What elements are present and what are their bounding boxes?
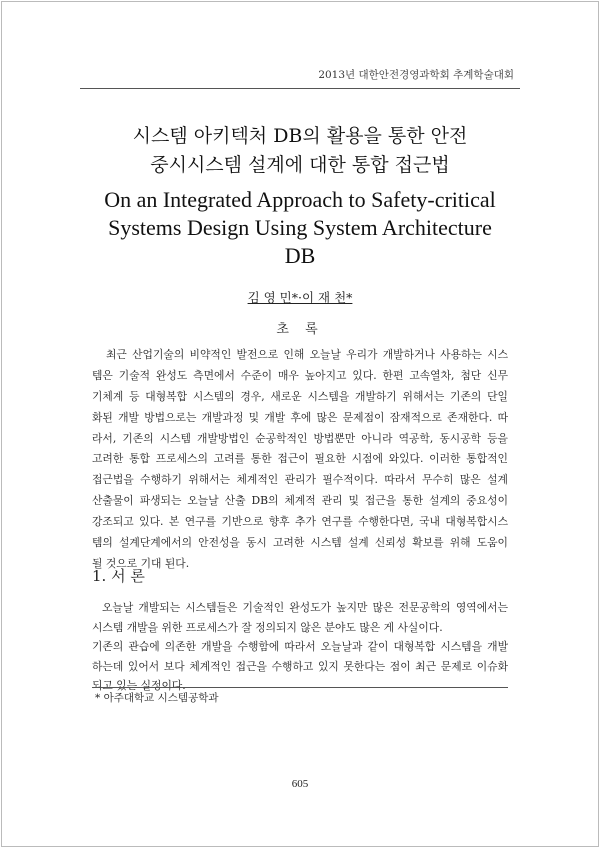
abstract-line: 기체계 등 대형복합 시스템의 경우, 새로운 시스템을 개발하기 위해서는 기존의 단일 (92, 389, 508, 403)
abstract-line: 될 것으로 기대 된다. (92, 556, 190, 570)
running-header: 2013년 대한안전경영과학회 추계학술대회 (318, 69, 514, 81)
author-names: 김 영 민*·이 재 천* (247, 290, 353, 305)
page-number: 605 (291, 778, 309, 790)
korean-title-line-2: 중시시스템 설계에 대한 통합 접근법 (150, 154, 450, 176)
body-line: 되고 있는 실정이다. (92, 679, 186, 693)
abstract-line: 템의 설계단계에서의 안전성을 동시 고려한 시스템 설계 신뢰성 확보를 위해 도움이 (92, 536, 508, 550)
abstract-line: 화된 개발 방법으로는 개발과정 및 개발 후에 많은 문제점이 잠재적으로 존재한다. 따 (92, 410, 508, 424)
body-line: 기존의 관습에 의존한 개발을 수행함에 따라서 오늘날과 같이 대형복합 시스템을 개발 (92, 640, 508, 654)
abstract-line: 산출물이 파생되는 오늘날 산출 DB의 체계적 관리 및 접근을 통한 설계의 중요성이 (92, 494, 508, 508)
abstract-line: 라서, 기존의 시스템 개발방법인 순공학적인 방법뿐만 아니라 역공학, 동시공학 등을 (92, 431, 508, 445)
abstract-body (92, 345, 508, 575)
header-rule (80, 88, 520, 89)
abstract-line: 강조되고 있다. 본 연구를 기반으로 향후 추가 연구를 수행한다면, 국내 대형복합시스 (92, 515, 508, 529)
abstract-line: 접근법을 수행하기 위해서는 체계적인 관리가 필수적이다. 따라서 무수히 많은 설계 (92, 473, 508, 487)
section-heading: 1. 서 론 (92, 567, 145, 585)
abstract-heading: 초 록 (276, 322, 324, 337)
korean-title-line-1: 시스템 아키텍처 DB의 활용을 통한 안전 (132, 125, 468, 147)
abstract-line: 고려한 통합 프로세스의 고려를 통한 접근이 필요한 시점에 와있다. 이러한 통합적인 (92, 452, 508, 466)
body-line: 오늘날 개발되는 시스템들은 기술적인 완성도가 높지만 많은 전문공학의 영역에서는 (102, 601, 508, 614)
body-line: 시스템 개발을 위한 프로세스가 잘 정의되지 않은 분야도 많은 게 사실이다. (92, 620, 443, 634)
authors (0, 288, 600, 306)
section-body (92, 598, 508, 696)
english-title-line-3: DB (284, 243, 316, 268)
abstract-line: 템은 기술적 완성도 측면에서 수준이 매우 높아지고 있다. 한편 고속열차, 첨단 신무 (92, 368, 508, 382)
footnote-rule (92, 687, 508, 688)
english-title-line-1: On an Integrated Approach to Safety-critical (104, 187, 496, 212)
body-line: 하는데 있어서 보다 체계적인 접근을 수행하고 있지 못한다는 점이 최근 문제로 이슈화 (92, 659, 508, 673)
footnote: * 아주대학교 시스템공학과 (95, 692, 219, 704)
abstract-line: 최근 산업기술의 비약적인 발전으로 인해 오늘날 우리가 개발하거나 사용하는 시스 (106, 348, 508, 361)
english-title-line-2: Systems Design Using System Architecture (108, 215, 492, 240)
